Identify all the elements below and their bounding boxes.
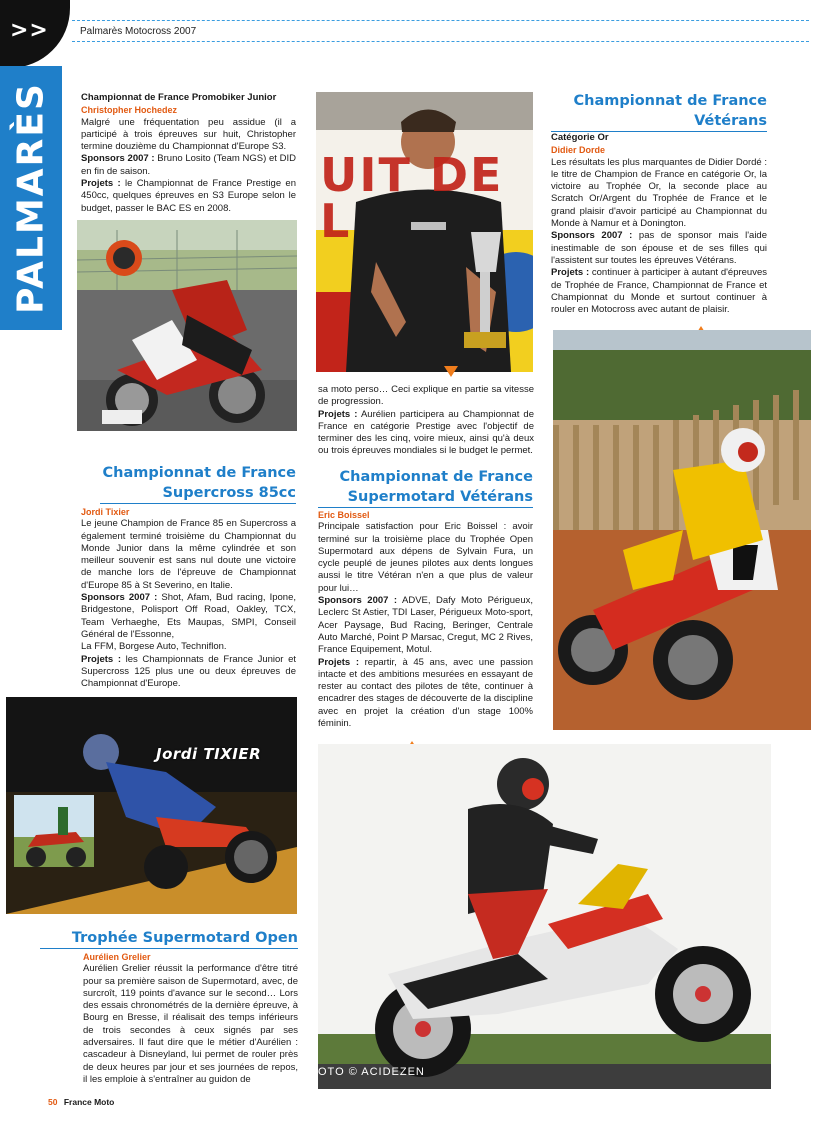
- veterans-title-line1: Championnat de France: [573, 93, 767, 109]
- supercross-article: [81, 506, 296, 690]
- grelier-projets-label: Projets :: [318, 408, 358, 420]
- veterans-rider-name: Didier Dorde: [551, 145, 606, 156]
- supercross-title-line1: Championnat de France: [102, 465, 296, 481]
- promobiker-projets-text: le Championnat de France Prestige en 450cc, quelques épreuves en S3 Europe selon le budget, passer le BAC ES en 2008.: [81, 178, 296, 214]
- page-header-title: Palmarès Motocross 2007: [80, 26, 197, 37]
- supermotard-title-line1: Championnat de France: [339, 469, 533, 485]
- supermotard-jump-photo-image: [318, 744, 771, 1089]
- veterans-title-line2: Vétérans: [551, 111, 767, 132]
- tixier-photo-caption: Jordi TIXIER: [156, 745, 262, 763]
- promobiker-article: [81, 92, 296, 215]
- veterans-subhead: Catégorie Or: [551, 132, 609, 143]
- veterans-projets-label: Projets :: [551, 267, 590, 279]
- supercross-sponsors-text: Shot, Afam, Bud racing, Ipone, Bridgestone, Polisport Off Road, Oakley, TCX, Team Verhaeghe, Ets Maupas, SMPI, Conseil Général de l'Essonne,: [81, 592, 296, 640]
- page-footer: [48, 1097, 114, 1107]
- veterans-sponsors-text: pas de sponsor mais l'aide inestimable de son épouse et de ses filles qui l'assistent sur toutes les épreuves Vétérans.: [551, 230, 767, 266]
- supermotard-paragraph: Principale satisfaction pour Eric Boissel : avoir terminé sur la troisième place du Trophée Open Supermotard aux dépens de Sylvain Fura, un cycle peuplé de jeunes pilotes aux dents longues aussi le titre Vétéran n'en a que plus de valeur pour lui…: [318, 521, 533, 594]
- veterans-sponsors-label: Sponsors 2007 :: [551, 230, 633, 242]
- grelier-projets-text: Aurélien participera au Championnat de France en catégorie Prestige avec l'objectif de terminer des les cinq, voire mieux, ainsi qu'à deux ou trois épreuves mondiales si le budget le permet.: [318, 408, 534, 457]
- supercross-rider-name: Jordi Tixier: [81, 507, 130, 517]
- supercross-title-line2: Supercross 85cc: [100, 483, 296, 504]
- header-rule-bottom: [72, 41, 809, 42]
- supermotard-projets-text: repartir, à 45 ans, avec une passion intacte et des ambitions mesurées en essayant de rester au contact des pilotes de tête, continuer à encadrer des stages de découverte de la discipline avec en projet la création d'un stage 100% féminin.: [318, 656, 533, 730]
- supercross-projets-label: Projets :: [81, 653, 121, 665]
- section-corner-badge: [0, 0, 70, 68]
- photo-credit: OTO © ACIDEZEN: [318, 1066, 425, 1078]
- supercross-sponsors-label: Sponsors 2007 :: [81, 592, 158, 604]
- promobiker-paragraph: Malgré une fréquentation peu assidue (il a participé à trois épreuves sur huit, Christopher termine douzième du Championnat d'Europe S3.: [81, 116, 296, 153]
- supercross-sponsors-text2: La FFM, Borgese Auto, Techniflon.: [81, 641, 227, 653]
- promobiker-sponsors-text: Bruno Losito (Team NGS) et DID en fin de saison.: [81, 153, 297, 177]
- supermotard-rider-name: Eric Boissel: [318, 510, 370, 520]
- page-number: 50: [48, 1097, 58, 1107]
- supermotard-title-line2: Supermotard Vétérans: [318, 487, 533, 508]
- supermotard-projets-label: Projets :: [318, 656, 359, 668]
- tixier-photo: [6, 697, 297, 914]
- veterans-paragraph: Les résultats les plus marquantes de Didier Dordé : le titre de Champion de France en catégorie Or, la victoire au Trophée Or, la seconde place au Scratch Or/Argent du Trophée de France et le grand plaisir d'avoir participé au Championnat du Monde à Namur et à Donington.: [551, 156, 767, 230]
- trophee-section-title: [40, 928, 298, 949]
- promobiker-projets-label: Projets :: [81, 178, 121, 190]
- tixier-photo-image: [6, 697, 297, 914]
- side-section-label: PALMARÈS: [10, 82, 52, 314]
- trophee-article: [83, 951, 298, 1086]
- grelier-trophy-photo: [316, 92, 533, 372]
- magazine-name: France Moto: [63, 1097, 115, 1107]
- grelier-continuation-paragraph: sa moto perso… Ceci explique en partie sa vitesse de progression.: [318, 384, 534, 408]
- supercross-section-title: [100, 463, 296, 504]
- side-section-tab: [0, 66, 62, 330]
- promobiker-sponsors-label: Sponsors 2007 :: [81, 153, 155, 165]
- veterans-article: [551, 132, 767, 316]
- promobiker-subhead: Championnat de France Promobiker Junior: [81, 92, 277, 103]
- header-rule-top: [72, 20, 809, 21]
- supercross-paragraph: Le jeune Champion de France 85 en Supercross a également terminé troisième du Championnat du Monde Junior dans la même cylindrée et son meilleur souvenir est sans nul doute une victoire de manche lors de l'épreuve de Championnat d'Europe 85 à St Severino, en Italie.: [81, 518, 296, 591]
- dorde-photo-image: [553, 330, 811, 730]
- supermotard-jump-photo: [318, 744, 771, 1089]
- promobiker-rider-name: Christopher Hochedez: [81, 105, 178, 116]
- hochedez-photo: [77, 220, 297, 431]
- veterans-projets-text: continuer à participer à autant d'épreuves de Trophée de France, Championnat de France et Championnat du Monde et surtout continuer à rouler en Motocross avec autant de plaisir.: [551, 267, 767, 316]
- supermotard-section-title: [318, 467, 533, 508]
- dorde-photo: [553, 330, 811, 730]
- arrows-glyph: >>: [10, 18, 49, 43]
- trophee-paragraph: Aurélien Grelier réussit la performance d'être titré pour sa première saison de Supermotard, avec, de surcroît, 119 points d'avance sur le second… Lors des essais chronométrés de la dernière épreuve, à Bourg en Bresse, il réalisait des temps inférieurs de trois secondes à ceux signés par ses adversaires. Il faut dire que le métier d'Aurélien : cascadeur à Disneyland, lui permet de rouler près de deux heures par jour et ses journées de repos, il les emploie à s'entraîner au guidon de: [83, 963, 298, 1085]
- supermotard-article: [318, 509, 533, 730]
- grelier-continuation: [318, 384, 534, 458]
- circuit-banner-text: UIT DE L: [320, 148, 504, 248]
- hochedez-photo-image: [77, 220, 297, 431]
- supermotard-sponsors-label: Sponsors 2007 :: [318, 595, 398, 607]
- trophee-rider-name: Aurélien Grelier: [83, 952, 151, 962]
- supercross-projets-text: les Championnats de France Junior et Supercross 125 plus une ou deux épreuves de Championnat d'Europe.: [81, 653, 296, 690]
- pointer-arrow: [444, 366, 458, 377]
- supermotard-sponsors-text: ADVE, Dafy Moto Périgueux, Leclerc St Astier, TDI Laser, Périgueux Moto-sport, Acer Paysage, Bud Racing, Beringer, Centrale Auto Marché, Point P Marsac, Cregut, MC 2 Rives, France Equipement, Motul.: [318, 595, 533, 656]
- veterans-section-title: [551, 91, 767, 132]
- trophee-title: Trophée Supermotard Open: [40, 928, 298, 949]
